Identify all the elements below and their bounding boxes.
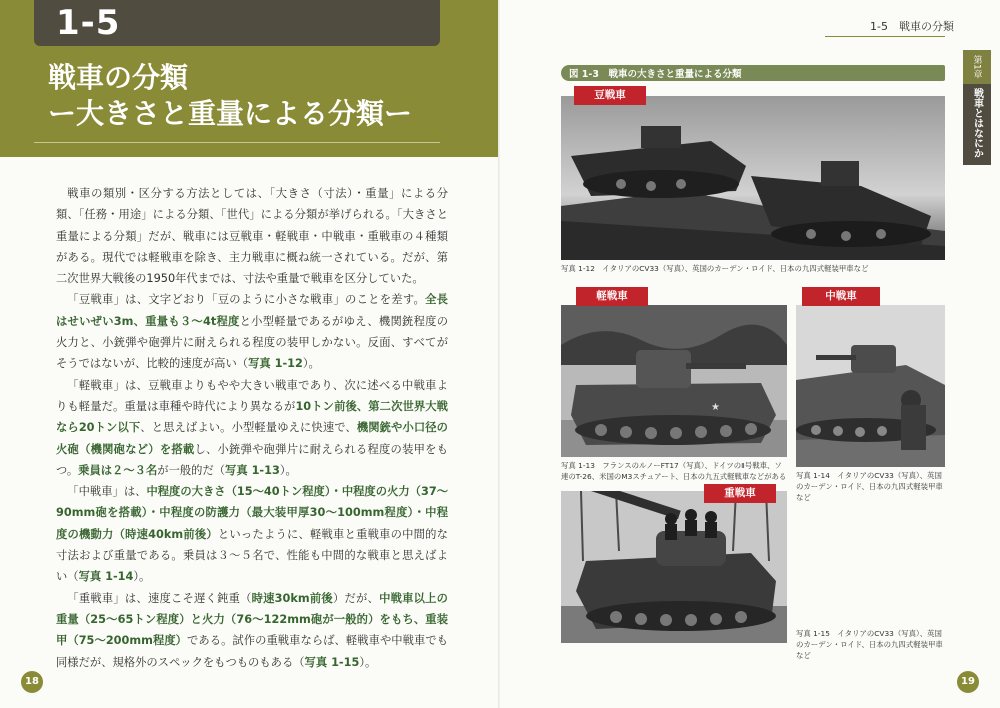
highlight-text: 時速30km前後: [251, 591, 333, 605]
svg-text:★: ★: [711, 402, 720, 413]
light-tank-label: 軽戦車: [576, 287, 648, 306]
body-paragraph: [56, 481, 448, 587]
highlight-text: 写真 1-15: [304, 655, 360, 669]
body-paragraph: [56, 183, 448, 289]
body-text-run: 戦車の類別・区分する方法としては、「大きさ（寸法）・重量」による分類、「任務・用途」による分類、「世代」による分類が挙げられる。「大きさと重量による分類」だが、戦車には豆戦車・軽戦車・中戦車・重戦車の４種類がある。現代では軽戦車を除き、主力戦車に概ね統一されている。だが、第二次世界大戦後の1950年代までは、寸法や重量で戦車を区分していた。: [56, 187, 448, 286]
body-text-run: ）。: [302, 357, 320, 371]
body-paragraph: [56, 289, 448, 374]
body-text-run: といったように、軽戦車と重戦車の中間的な寸法および重量である。乗員は３～５名で、性能も中間的な戦車と思えばよい（: [56, 527, 448, 584]
running-head-rule: [825, 36, 945, 37]
light-tank-photo: [561, 305, 787, 457]
body-text-run: が一般的だ（: [157, 463, 226, 477]
page-number-right: 19: [957, 671, 979, 693]
chapter-label: 第1章: [963, 50, 991, 84]
heavy-tank-photo: [561, 491, 787, 643]
tankette-photo: [561, 96, 945, 260]
body-text-run: と小型軽量であるがゆえ、機関銃程度の火力と、小銃弾や砲弾片に耐えられる程度の装甲しかない。反面、すべてがそうではないが、比較的速度が高い（: [56, 314, 448, 371]
body-text-run: である。試作の重戦車ならば、軽戦車や中戦車でも同様だが、規格外のスペックをもつものもある（: [56, 634, 448, 669]
title-divider: [34, 142, 440, 143]
chapter-tab: [963, 50, 991, 165]
highlight-text: 写真 1-14: [78, 570, 134, 584]
body-text-run: 「軽戦車」は、豆戦車よりもやや大きい戦車であり、次に述べる中戦車よりも軽量だ。重量は車種や時代により異なるが: [56, 378, 448, 413]
body-text-run: 、と思えばよい。小型軽量ゆえに快速で、: [140, 421, 357, 435]
body-text-run: し、小銃弾や砲弾片に耐えられる程度の装甲をもつ。: [56, 442, 448, 477]
body-text: [56, 183, 448, 673]
page-number-left: 18: [21, 671, 43, 693]
medium-tank-label: 中戦車: [802, 287, 880, 306]
highlight-text: 全長はせいぜい3m、重量も３～4t程度: [56, 293, 448, 328]
highlight-text: 中程度の大きさ（15～40トン程度）・中程度の火力（37～90mm砲を搭載）・中程度の防護力（最大装甲厚30～100mm程度）・中程度の機動力（時速40km前後）: [56, 485, 448, 541]
medium-tank-caption: 写真 1-14 イタリアのCV33（写真）、英国のカーデン・ロイド、日本の九四式軽装甲車など: [796, 471, 943, 502]
highlight-text: 機関銃や小口径の火砲（機関砲など）を搭載: [56, 421, 448, 456]
medium-tank-photo: [796, 305, 945, 467]
tankette-caption: 写真 1-12 イタリアのCV33（写真）、英国のカーデン・ロイド、日本の九四式軽装甲車など: [561, 264, 869, 273]
tankette-label: 豆戦車: [574, 86, 646, 105]
highlight-text: 写真 1-13: [225, 463, 280, 477]
right-page: [500, 0, 1000, 708]
title-header-band: [0, 0, 500, 157]
body-paragraph: [56, 375, 448, 481]
body-text-run: 「中戦車」は、: [67, 485, 147, 499]
figure-title-bar: [561, 65, 945, 81]
body-text-run: ）だが、: [332, 591, 380, 605]
body-text-run: ）。: [133, 570, 151, 584]
running-head: 1-5 戦車の分類: [870, 20, 954, 33]
highlight-text: 10トン前後、第二次世界大戦なら20トン以下: [56, 399, 448, 435]
body-text-run: ）。: [359, 655, 377, 669]
highlight-text: 中戦車以上の重量（25～65トン程度）と火力（76～122mm砲が一般的）をもち、重装甲（75～200mm程度）: [56, 591, 448, 648]
page-subtitle: ー大きさと重量による分類ー: [48, 97, 413, 130]
heavy-tank-caption: 写真 1-15 イタリアのCV33（写真）、英国のカーデン・ロイド、日本の九四式軽装甲車など: [796, 629, 943, 660]
highlight-text: 写真 1-12: [248, 357, 303, 371]
figure-title: 図 1-3 戦車の大きさと重量による分類: [569, 69, 742, 80]
body-text-run: 「豆戦車」は、文字どおり「豆のように小さな戦車」のことを差す。: [67, 293, 426, 307]
body-text-run: ）。: [279, 463, 297, 477]
body-paragraph: [56, 588, 448, 673]
section-number: 1-5: [56, 3, 121, 43]
highlight-text: 乗員は２～３名: [78, 463, 158, 477]
heavy-tank-label: 重戦車: [704, 484, 776, 503]
page-title: 戦車の分類: [48, 61, 189, 94]
body-text-run: 「重戦車」は、速度こそ遅く鈍重（: [67, 591, 252, 605]
light-tank-caption: 写真 1-13 フランスのルノーFT17（写真）、ドイツのⅡ号戦車、ソ連のT-26、米国のM3スチュアート、日本の九五式軽戦車などがある: [561, 461, 787, 481]
chapter-title: 戦車とはなにか: [971, 88, 983, 158]
section-tab: [34, 0, 440, 46]
